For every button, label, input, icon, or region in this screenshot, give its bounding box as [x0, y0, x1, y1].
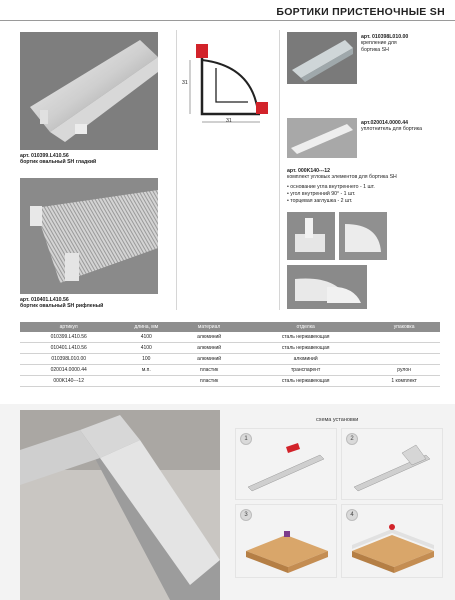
col-packing: упаковка [368, 322, 440, 332]
cell: 000K140---12 [20, 376, 117, 387]
cell: пластик [175, 376, 243, 387]
step-number: 3 [240, 509, 252, 521]
kit-item: • торцевая заглушка - 2 шт. [287, 198, 447, 205]
kit-items [287, 184, 447, 205]
kit-photo-corner [339, 212, 387, 260]
table-row [20, 376, 440, 387]
table-header-row [20, 322, 440, 332]
col-material: материал [175, 322, 243, 332]
step-number: 4 [346, 509, 358, 521]
cell [368, 354, 440, 365]
article-010399: арт. 010399.L410.56 [20, 153, 69, 159]
cell: 020014.0000.44 [20, 365, 117, 376]
cell: алюминий [175, 332, 243, 343]
product-photo-smooth [20, 32, 158, 150]
article-000k140: арт. 000K140---12 [287, 168, 330, 174]
table-row [20, 343, 440, 354]
install-step-4 [341, 504, 443, 578]
kit-photo-endcap [287, 265, 367, 309]
article-010398: арт. 010398L010.00 [361, 34, 409, 40]
name-kit: комплект угловых элементов для бортика SH [287, 174, 397, 181]
article-010401: арт. 010401.L410.56 [20, 297, 69, 303]
cell: 010401.L410.56 [20, 343, 117, 354]
profile-cross-section [180, 32, 276, 132]
header-divider [0, 20, 455, 21]
cell: 010398L010.00 [20, 354, 117, 365]
cell: 1 комплект [368, 376, 440, 387]
table-row [20, 332, 440, 343]
cell [368, 332, 440, 343]
cell: сталь нержавеющая [243, 376, 368, 387]
col-finish: отделка [243, 322, 368, 332]
install-step-3 [235, 504, 337, 578]
name-clip-2: бортика SH [361, 46, 389, 53]
caption-clip [361, 34, 451, 53]
product-photo-clip [287, 32, 357, 84]
name-clip-1: крепление для [361, 40, 397, 47]
cell: алюминий [175, 354, 243, 365]
kit-photo-base [287, 212, 335, 260]
cell: алюминий [175, 343, 243, 354]
corner-photo [20, 410, 220, 600]
schema-title: схема установки [316, 417, 359, 423]
cell: сталь нержавеющая [243, 332, 368, 343]
table-row [20, 365, 440, 376]
kit-item: • угол внутренний 90° - 1 шт. [287, 191, 447, 198]
product-photo-seal [287, 118, 357, 158]
article-020014: арт.020014.0000.44 [361, 120, 409, 126]
caption-ribbed [20, 297, 160, 310]
divider-right [279, 30, 280, 310]
product-photo-ribbed [20, 178, 158, 294]
cell: алюминий [243, 354, 368, 365]
dim-width: 31 [226, 118, 232, 124]
name-ribbed: бортик овальный SH рифленый [20, 303, 104, 310]
cell: транспарент [243, 365, 368, 376]
spec-table [20, 322, 440, 387]
caption-kit [287, 168, 447, 181]
kit-item: • основание угла внутреннего - 1 шт. [287, 184, 447, 191]
cell: сталь нержавеющая [243, 343, 368, 354]
cell [368, 343, 440, 354]
page-title: БОРТИКИ ПРИСТЕНОЧНЫЕ SH [276, 6, 445, 18]
cell [117, 376, 175, 387]
caption-seal [361, 120, 451, 133]
cell: м.п. [117, 365, 175, 376]
cell: 010399.L410.56 [20, 332, 117, 343]
step-number: 2 [346, 433, 358, 445]
step-number: 1 [240, 433, 252, 445]
cell: 4100 [117, 332, 175, 343]
table-row [20, 354, 440, 365]
caption-smooth [20, 153, 160, 166]
cell: 4100 [117, 343, 175, 354]
divider-left [176, 30, 177, 310]
install-step-1 [235, 428, 337, 500]
seal-top [196, 44, 208, 58]
col-article: артикул [20, 322, 117, 332]
dim-height: 31 [182, 80, 188, 86]
cell: пластик [175, 365, 243, 376]
install-step-2 [341, 428, 443, 500]
name-smooth: бортик овальный SH гладкий [20, 159, 97, 166]
seal-bottom [256, 102, 268, 114]
name-seal: уплотнитель для бортика [361, 126, 423, 133]
cell: 100 [117, 354, 175, 365]
cell: рулон [368, 365, 440, 376]
col-length: длина, мм [117, 322, 175, 332]
